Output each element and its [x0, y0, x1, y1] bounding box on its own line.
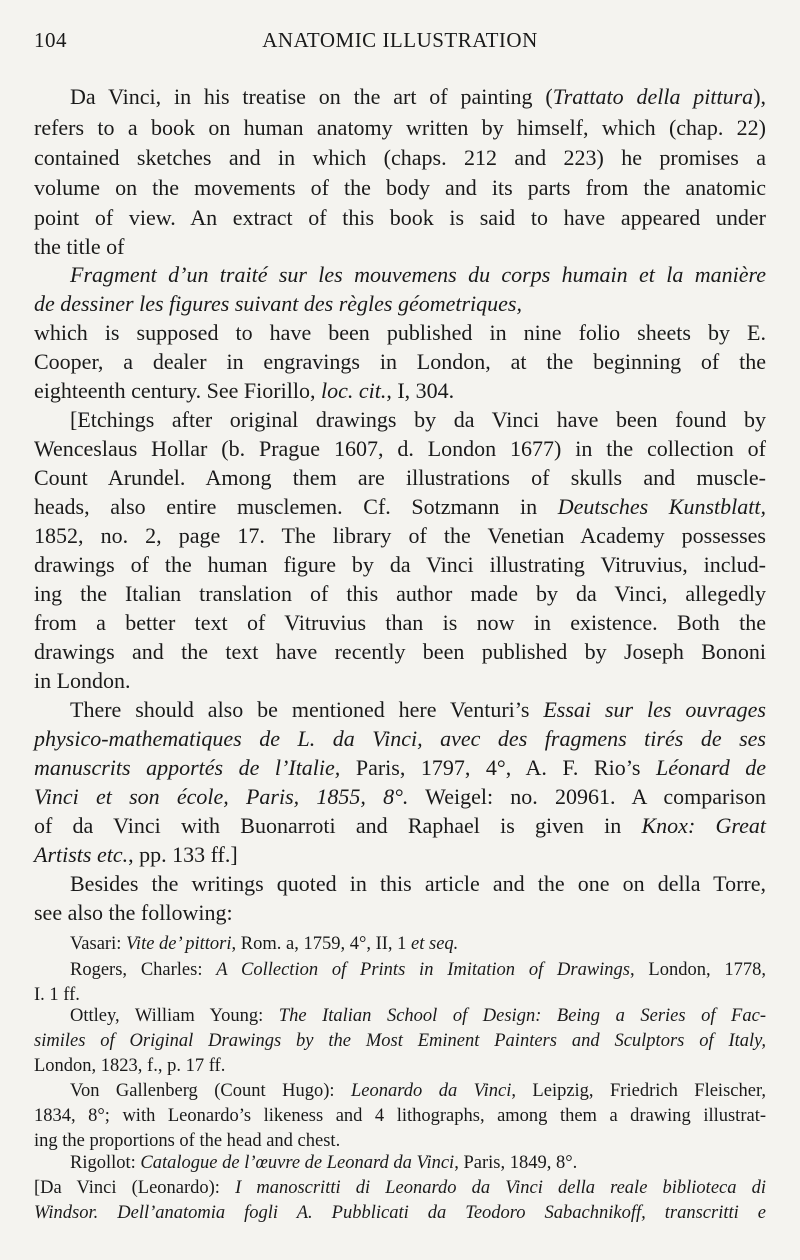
text-line	[34, 579, 766, 609]
italic-run: Fragment d’un traité sur les mouvemens du corps humain et la manière	[70, 262, 766, 287]
text-run: from a better text of Vitruvius than is now in existence. Both the	[34, 610, 766, 635]
text-line	[34, 608, 766, 638]
text-run: [Da Vinci (Leonardo):	[34, 1178, 236, 1198]
text-line	[34, 666, 766, 696]
italic-run: Artists etc.	[34, 842, 129, 867]
text-run: There should also be mentioned here Venturi’s	[70, 697, 544, 722]
italic-run: Knox: Great	[641, 813, 767, 838]
italic-run: Essai sur les ouvrages	[543, 697, 766, 722]
text-line	[34, 753, 766, 783]
text-line	[70, 1151, 766, 1176]
text-run: ),	[753, 84, 767, 109]
text-run: Rogers, Charles:	[70, 960, 217, 980]
text-run: Count Arundel. Among them are illustrations of skulls and muscle-	[34, 465, 766, 490]
text-run: see also the following:	[34, 900, 233, 925]
text-line	[34, 318, 766, 348]
text-run: Wenceslaus Hollar (b. Prague 1607, d. London 1677) in the collection of	[34, 436, 766, 461]
text-run: Weigel: no. 20961. A comparison	[408, 784, 766, 809]
text-run: 1834, 8°; with Leonardo’s likeness and 4 lithographs, among them a drawing illustrat-	[34, 1106, 766, 1126]
text-run: which is supposed to have been published in nine folio sheets by E.	[34, 320, 766, 345]
text-line	[34, 113, 766, 143]
italic-run: Vinci et son école, Paris, 1855, 8°.	[34, 784, 409, 809]
text-run: Von Gallenberg (Count Hugo):	[70, 1081, 351, 1101]
text-line	[34, 492, 766, 522]
italic-run: Deutsches Kunstblatt,	[557, 494, 766, 519]
text-run: in London.	[34, 668, 131, 693]
text-line	[70, 260, 766, 290]
text-run: ing the Italian translation of this author made by da Vinci, allegedly	[34, 581, 766, 606]
text-run: the title of	[34, 234, 125, 259]
italic-run: Leonardo da Vinci	[350, 1081, 512, 1101]
text-line	[70, 405, 766, 435]
text-run: point of view. An extract of this book is said to have appeared under	[34, 205, 766, 230]
text-line	[34, 782, 766, 812]
italic-run: Windsor. Dell’anatomia fogli A. Pubblicati da Teodoro Sabachnikoff, transcritti e	[34, 1203, 766, 1223]
running-header	[34, 28, 766, 56]
text-line	[34, 143, 766, 173]
text-line	[34, 289, 766, 319]
text-run: Vasari:	[70, 934, 126, 954]
italic-run: I manoscritti di Leonardo da Vinci della reale biblioteca di	[235, 1178, 766, 1198]
text-run: volume on the movements of the body and its parts from the anatomic	[34, 175, 766, 200]
italic-run: Vite de’ pittori	[126, 934, 232, 954]
italic-run: loc. cit.	[320, 378, 387, 403]
text-run: , Rom. a, 1759, 4°, II, 1	[231, 934, 412, 954]
text-line	[34, 550, 766, 580]
text-run: 1852, no. 2, page 17. The library of the Venetian Academy possesses	[34, 523, 766, 548]
text-line	[34, 811, 766, 841]
text-run: Da Vinci, in his treatise on the art of painting (	[70, 84, 553, 109]
text-line	[34, 1201, 766, 1226]
text-run: of da Vinci with Buonarroti and Raphael is given in	[34, 813, 642, 838]
text-run: ing the proportions of the head and chest.	[34, 1131, 341, 1151]
italic-run: The Italian School of Design: Being a Series of Fac-	[278, 1006, 766, 1026]
text-run: contained sketches and in which (chaps. 212 and 223) he promises a	[34, 145, 766, 170]
text-line	[34, 463, 766, 493]
italic-run: manuscrits apportés de l’Italie,	[34, 755, 341, 780]
text-line	[34, 637, 766, 667]
text-line	[34, 347, 766, 377]
text-run: drawings of the human figure by da Vinci illustrating Vitruvius, includ-	[34, 552, 766, 577]
italic-run: Trattato della pittura	[552, 84, 754, 109]
text-run: , London, 1778,	[630, 960, 766, 980]
text-line	[34, 203, 766, 233]
italic-run: et seq.	[411, 934, 459, 954]
italic-run: A Collection of Prints in Imitation of Drawings	[216, 960, 630, 980]
text-run: eighteenth century. See Fiorillo,	[34, 378, 321, 403]
text-line	[70, 695, 766, 725]
text-run: Besides the writings quoted in this article and the one on della Torre,	[70, 871, 766, 896]
italic-run: Catalogue de l’œuvre de Leonard da Vinci	[140, 1153, 455, 1173]
italic-run: Léonard de	[655, 755, 766, 780]
text-line	[70, 1079, 766, 1104]
text-line	[70, 932, 766, 957]
text-line	[34, 521, 766, 551]
text-run: Rigollot:	[70, 1153, 141, 1173]
text-line	[34, 173, 766, 203]
text-run: , Leipzig, Friedrich Fleischer,	[511, 1081, 766, 1101]
text-run: I. 1 ff.	[34, 985, 80, 1005]
text-run: refers to a book on human anatomy written by himself, which (chap. 22)	[34, 115, 766, 140]
text-run: , Paris, 1849, 8°.	[454, 1153, 578, 1173]
italic-run: de dessiner les figures suivant des règles géometriques,	[34, 291, 522, 316]
text-line	[34, 724, 766, 754]
text-line	[70, 1004, 766, 1029]
text-run: Ottley, William Young:	[70, 1006, 279, 1026]
text-line	[34, 1054, 766, 1079]
text-line	[34, 1104, 766, 1129]
text-run: Paris, 1797, 4°, A. F. Rio’s	[340, 755, 656, 780]
text-line	[34, 376, 766, 406]
text-run: Cooper, a dealer in engravings in London, at the beginning of the	[34, 349, 766, 374]
page-number: 104	[34, 28, 67, 52]
text-line	[34, 840, 766, 870]
text-run: [Etchings after original drawings by da Vinci have been found by	[70, 407, 766, 432]
text-line	[34, 1029, 766, 1054]
text-run: drawings and the text have recently been published by Joseph Bononi	[34, 639, 766, 664]
text-run: heads, also entire musclemen. Cf. Sotzmann in	[34, 494, 558, 519]
italic-run: similes of Original Drawings by the Most Eminent Painters and Sculptors of Italy,	[34, 1031, 766, 1051]
text-run: , pp. 133 ff.]	[128, 842, 238, 867]
text-line	[34, 232, 766, 262]
text-run: London, 1823, f., p. 17 ff.	[34, 1056, 226, 1076]
text-run: , I, 304.	[386, 378, 455, 403]
text-line	[70, 958, 766, 983]
text-line	[34, 434, 766, 464]
text-line	[70, 869, 766, 899]
text-line	[34, 1176, 766, 1201]
running-title: ANATOMIC ILLUSTRATION	[262, 28, 538, 52]
italic-run: physico-mathematiques de L. da Vinci, avec des fragmens tirés de ses	[34, 726, 766, 751]
text-line	[34, 898, 766, 928]
text-line	[70, 82, 766, 112]
